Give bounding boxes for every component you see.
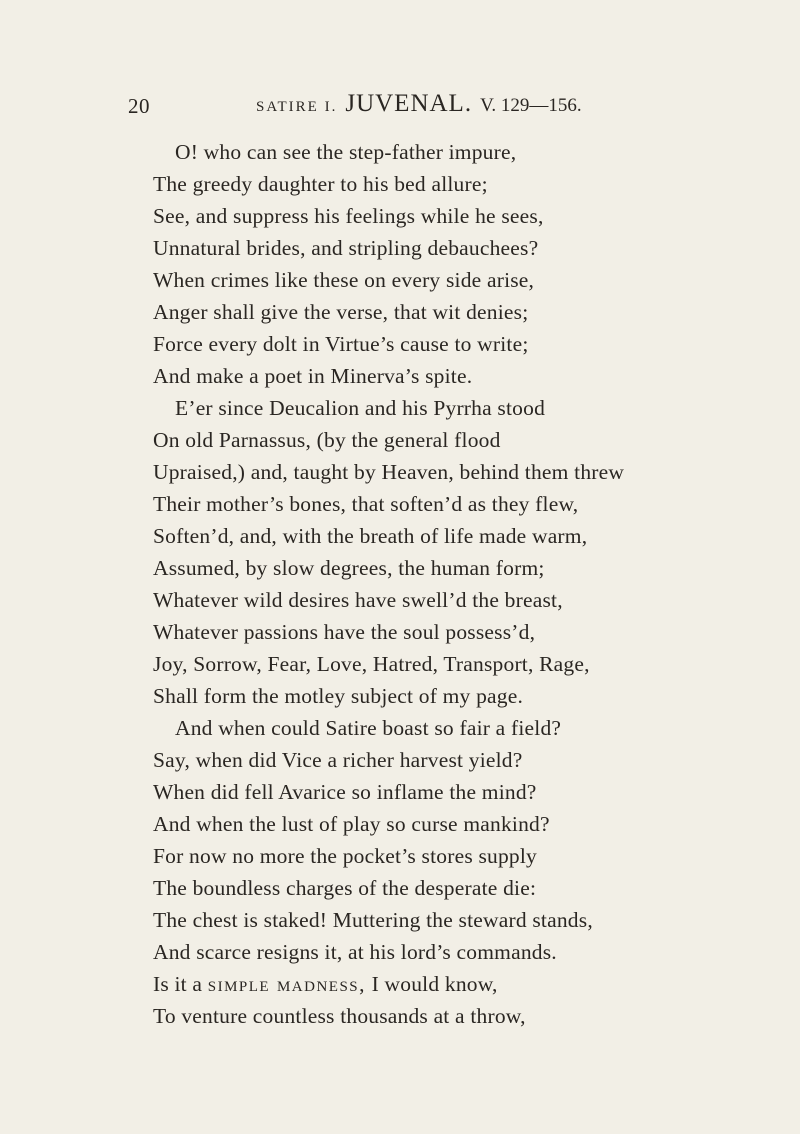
- verse-line: When did fell Avarice so inflame the mind?: [153, 780, 537, 804]
- verse-line: Shall form the motley subject of my page.: [153, 684, 524, 708]
- verse-line: E’er since Deucalion and his Pyrrha stood: [175, 396, 546, 420]
- verse-text: I would know,: [371, 972, 498, 996]
- verse-line: For now no more the pocket’s stores supply: [153, 844, 538, 868]
- verse-line: And scarce resigns it, at his lord’s commands.: [153, 940, 557, 964]
- verse-line: And when the lust of play so curse mankind?: [153, 812, 550, 836]
- verse-line-mixed: [153, 974, 498, 996]
- verse-line: Whatever passions have the soul possess’d,: [153, 620, 536, 644]
- page-header: [128, 90, 688, 120]
- author-name: JUVENAL.: [345, 90, 473, 117]
- verse-range: V. 129—156.: [480, 95, 582, 116]
- verse-line: Unnatural brides, and stripling debauchees?: [153, 236, 539, 260]
- small-caps-phrase: simple madness,: [207, 972, 367, 996]
- verse-line: Say, when did Vice a richer harvest yield?: [153, 748, 523, 772]
- verse-line: Force every dolt in Virtue’s cause to write;: [153, 332, 529, 356]
- satire-label: SATIRE I.: [256, 99, 338, 115]
- verse-line: Upraised,) and, taught by Heaven, behind them threw: [153, 460, 625, 484]
- verse-line: O! who can see the step-father impure,: [175, 140, 517, 164]
- verse-line: On old Parnassus, (by the general flood: [153, 428, 501, 452]
- verse-line: Soften’d, and, with the breath of life made warm,: [153, 524, 588, 548]
- verse-line: And when could Satire boast so fair a field?: [175, 716, 562, 740]
- verse-line: And make a poet in Minerva’s spite.: [153, 364, 473, 388]
- verse-line: The greedy daughter to his bed allure;: [153, 172, 488, 196]
- verse-line: Joy, Sorrow, Fear, Love, Hatred, Transport, Rage,: [153, 652, 590, 676]
- verse-line: Whatever wild desires have swell’d the breast,: [153, 588, 563, 612]
- verse-line: Anger shall give the verse, that wit denies;: [153, 300, 529, 324]
- verse-line: When crimes like these on every side arise,: [153, 268, 535, 292]
- verse-text: Is it a: [153, 972, 203, 996]
- verse-line: To venture countless thousands at a throw,: [153, 1004, 526, 1028]
- verse-line: See, and suppress his feelings while he sees,: [153, 204, 544, 228]
- running-head: [256, 90, 582, 118]
- verse-line: The chest is staked! Muttering the steward stands,: [153, 908, 593, 932]
- verse-line: Their mother’s bones, that soften’d as they flew,: [153, 492, 579, 516]
- verse-line: Assumed, by slow degrees, the human form;: [153, 556, 545, 580]
- page-number: 20: [128, 94, 150, 118]
- verse-line: The boundless charges of the desperate die:: [153, 876, 537, 900]
